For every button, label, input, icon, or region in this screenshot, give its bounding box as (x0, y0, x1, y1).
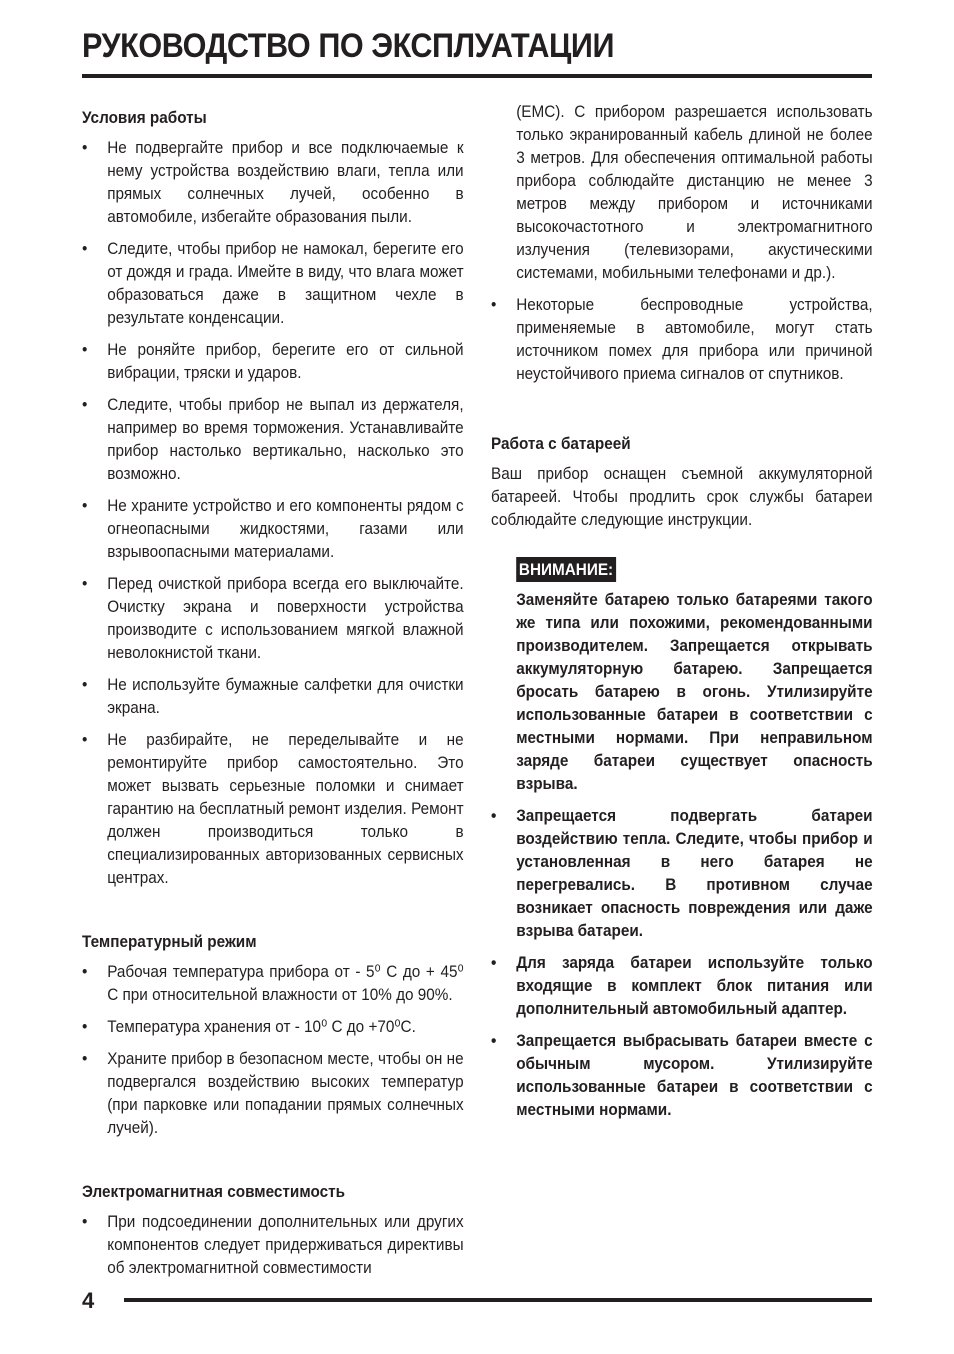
list-item: • Не разбирайте, не переделывайте и не ремонтируйте прибор самостоятельно. Это может вызвать серьезные поломки и снимает гарантию на бесплатный ремонт изделия. Ремонт должен производиться только в специализированных авторизованных сервисных центрах. (82, 728, 464, 889)
emc-heading: Электромагнитная совместимость (82, 1182, 346, 1201)
list-item: • Не храните устройство и его компоненты рядом с огнеопасными жидкостями, газами или взрывоопасными материалами. (82, 494, 464, 563)
battery-intro: Ваш прибор оснащен съемной аккумуляторной батареей. Чтобы продлить срок службы батареи соблюдайте следующие инструкции. (491, 464, 873, 529)
list-item: • Не подвергайте прибор и все подключаемые к нему устройства воздействию влаги, тепла или прямых солнечных лучей, особенно в автомобиле, избегайте образования пыли. (82, 136, 464, 228)
right-column (491, 100, 873, 1130)
list-item: • Не роняйте прибор, берегите его от сильной вибрации, тряски и ударов. (82, 338, 464, 384)
footer-rule (124, 1298, 872, 1302)
list-item: • Для заряда батареи используйте только входящие в комплект блок питания или дополнительный автомобильный адаптер. (491, 951, 873, 1020)
list-item: • Следите, чтобы прибор не выпал из держателя, например во время торможения. Устанавливайте прибор настолько вертикально, насколько это возможно. (82, 393, 464, 485)
page-title: РУКОВОДСТВО ПО ЭКСПЛУАТАЦИИ (82, 27, 614, 65)
list-item: • Следите, чтобы прибор не намокал, берегите его от дождя и града. Имейте в виду, что влага может образоваться даже в защитном чехле в результате конденсации. (82, 237, 464, 329)
emc-list-part-1 (82, 1210, 464, 1279)
left-column (82, 100, 464, 1288)
list-item: • Не используйте бумажные салфетки для очистки экрана. (82, 673, 464, 719)
battery-heading: Работа с батареей (491, 434, 631, 453)
title-rule (82, 74, 872, 78)
warning-text: Заменяйте батарею только батареями такого же типа или похожими, рекомендованными производителем. Запрещается открывать аккумуляторную батарею. Запрещается бросать батарею в огонь. Утилизируйте использованные батареи в соответствии с местными нормами. При неправильном заряде батареи существует опасность взрыва. (516, 590, 873, 793)
list-item: • Храните прибор в безопасном месте, чтобы он не подвергался воздействию высоких температур (при парковке или попадании прямых солнечных лучей). (82, 1047, 464, 1139)
operating-conditions-heading: Условия работы (82, 108, 207, 127)
emc-continued-text: (EMC). С прибором разрешается использовать только экранированный кабель длиной не более 3 метров. Для обеспечения оптимальной работы прибора соблюдайте дистанцию не менее 3 метров между прибором и источниками высокочастотного и электромагнитного излучения (телевизорами, акустическими системами, мобильными телефонами и др.). (516, 102, 873, 282)
battery-warning (516, 557, 872, 795)
list-item: • Температура хранения от - 10⁰ С до +70⁰С. (82, 1015, 464, 1038)
warning-badge: ВНИМАНИЕ: (516, 557, 616, 582)
list-item: • Рабочая температура прибора от - 5⁰ С до + 45⁰ С при относительной влажности от 10% до 90%. (82, 960, 464, 1006)
temperature-heading: Температурный режим (82, 932, 257, 951)
list-item: • Запрещается выбрасывать батареи вместе с обычным мусором. Утилизируйте использованные батареи в соответствии с местными нормами. (491, 1029, 873, 1121)
list-item: • Некоторые беспроводные устройства, применяемые в автомобиле, могут стать источником помех для прибора или причиной неустойчивого приема сигналов от спутников. (491, 293, 873, 385)
list-item: • Запрещается подвергать батареи воздействию тепла. Следите, чтобы прибор и установленная в него батарея не перегревались. В противном случае возникает опасность повреждения или даже взрыва батареи. (491, 804, 873, 942)
operating-conditions-list (82, 136, 464, 889)
page-number: 4 (82, 1288, 95, 1313)
list-item: • При подсоединении дополнительных или других компонентов следует придерживаться директивы об электромагнитной совместимости (82, 1210, 464, 1279)
list-item: • Перед очисткой прибора всегда его выключайте. Очистку экрана и поверхности устройства производите с использованием мягкой влажной неволокнистой ткани. (82, 572, 464, 664)
temperature-list (82, 960, 464, 1139)
battery-list (491, 804, 873, 1121)
emc-list-part-2 (491, 293, 873, 385)
